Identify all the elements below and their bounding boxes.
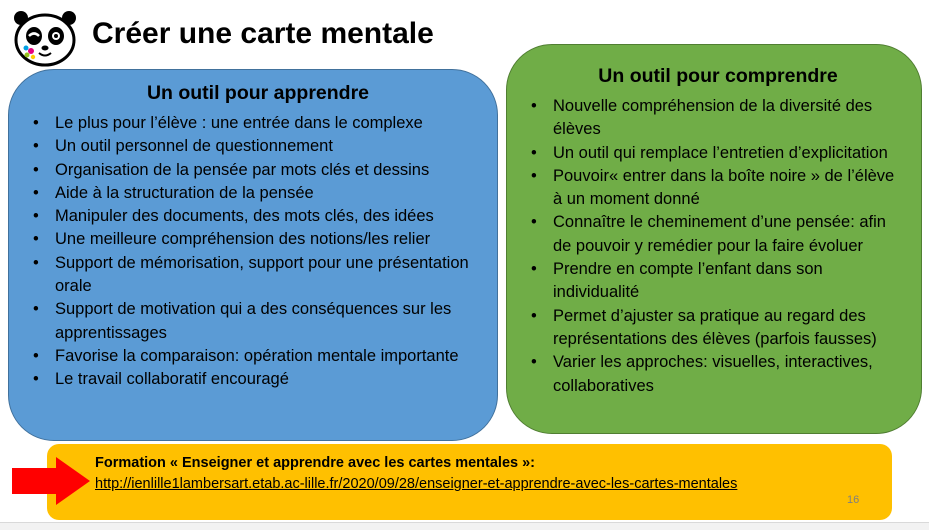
list-item: • Support de motivation qui a des conséquences sur les apprentissages	[31, 298, 483, 345]
panda-icon	[12, 9, 78, 67]
red-arrow-right-icon	[12, 457, 90, 505]
list-item: • Support de mémorisation, support pour une présentation orale	[31, 252, 483, 299]
training-title: Formation « Enseigner et apprendre avec les cartes mentales »:	[95, 455, 536, 471]
page-number: 16	[847, 494, 860, 506]
understanding-tool-heading: Un outil pour comprendre	[598, 65, 838, 87]
understanding-tool-panel	[506, 44, 922, 434]
understanding-tool-list	[529, 95, 907, 398]
list-item: • Nouvelle compréhension de la diversité des élèves	[529, 95, 907, 142]
list-item: • Le plus pour l’élève : une entrée dans le complexe	[31, 112, 483, 135]
learning-tool-heading: Un outil pour apprendre	[146, 82, 370, 104]
list-item: • Varier les approches: visuelles, interactives, collaboratives	[529, 351, 907, 398]
list-item: • Favorise la comparaison: opération mentale importante	[31, 345, 483, 368]
list-item: • Un outil qui remplace l’entretien d’explicitation	[529, 142, 907, 165]
list-item: • Le travail collaboratif encouragé	[31, 368, 483, 391]
list-item: • Organisation de la pensée par mots clés et dessins	[31, 159, 483, 182]
list-item: • Prendre en compte l’enfant dans son individualité	[529, 258, 907, 305]
list-item: • Une meilleure compréhension des notions/les relier	[31, 228, 483, 251]
learning-tool-panel	[8, 69, 498, 441]
list-item: • Aide à la structuration de la pensée	[31, 182, 483, 205]
list-item: • Manipuler des documents, des mots clés, des idées	[31, 205, 483, 228]
learning-tool-list	[31, 112, 483, 392]
training-link[interactable]: http://ienlille1lambersart.etab.ac-lille.fr/2020/09/28/enseigner-et-apprendre-avec-les-cartes-mentales	[95, 476, 738, 492]
page-title: Créer une carte mentale	[92, 17, 434, 50]
training-banner	[47, 444, 892, 520]
list-item: • Connaître le cheminement d’une pensée: afin de pouvoir y remédier pour la faire évoluer	[529, 211, 907, 258]
list-item: • Un outil personnel de questionnement	[31, 135, 483, 158]
list-item: • Pouvoir« entrer dans la boîte noire » de l’élève à un moment donné	[529, 165, 907, 212]
list-item: • Permet d’ajuster sa pratique au regard des représentations des élèves (parfois fausses)	[529, 305, 907, 352]
